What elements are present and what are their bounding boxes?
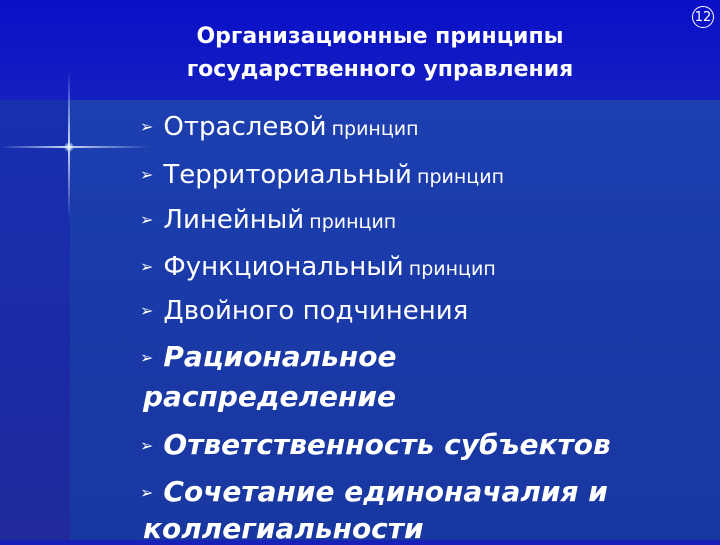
list-item-text: Рациональное	[163, 340, 397, 373]
list-item-text: Линейный	[163, 205, 305, 235]
list-item-suffix: принцип	[417, 166, 505, 188]
arrow-bullet-icon: ➢	[140, 117, 154, 136]
list-item-text: Отраслевой	[163, 112, 327, 142]
list-item-suffix: принцип	[309, 211, 397, 233]
slide-title-line-2: государственного управления	[186, 57, 574, 82]
list-item-territorial	[140, 160, 504, 190]
list-item-dual-subordination	[140, 296, 468, 326]
list-item-functional	[140, 252, 496, 282]
arrow-bullet-icon: ➢	[140, 483, 154, 502]
arrow-bullet-icon: ➢	[140, 301, 154, 320]
slide-title-line-1: Организационные принципы	[196, 24, 564, 49]
list-item-text: Двойного подчинения	[163, 296, 469, 326]
list-item-responsibility	[140, 428, 611, 461]
list-item-text: Сочетание единоначалия и	[163, 475, 608, 508]
list-item-text: Ответственность субъектов	[163, 428, 611, 461]
slide-number-badge: 12	[692, 6, 714, 28]
arrow-bullet-icon: ➢	[140, 165, 154, 184]
arrow-bullet-icon: ➢	[140, 436, 154, 455]
list-item-suffix: принцип	[331, 118, 419, 140]
list-item-rational-distribution	[140, 340, 396, 373]
list-item-linear	[140, 205, 396, 235]
arrow-bullet-icon: ➢	[140, 210, 154, 229]
list-item-text: Функциональный	[163, 252, 404, 282]
list-item-suffix: принцип	[408, 258, 496, 280]
arrow-bullet-icon: ➢	[140, 257, 154, 276]
list-item-text: Территориальный	[163, 160, 412, 190]
list-item-continuation: коллегиальности	[143, 512, 424, 545]
list-item-combination	[140, 475, 608, 508]
list-item-sectoral	[140, 112, 419, 142]
arrow-bullet-icon: ➢	[140, 348, 154, 367]
list-item-continuation: распределение	[143, 380, 396, 413]
